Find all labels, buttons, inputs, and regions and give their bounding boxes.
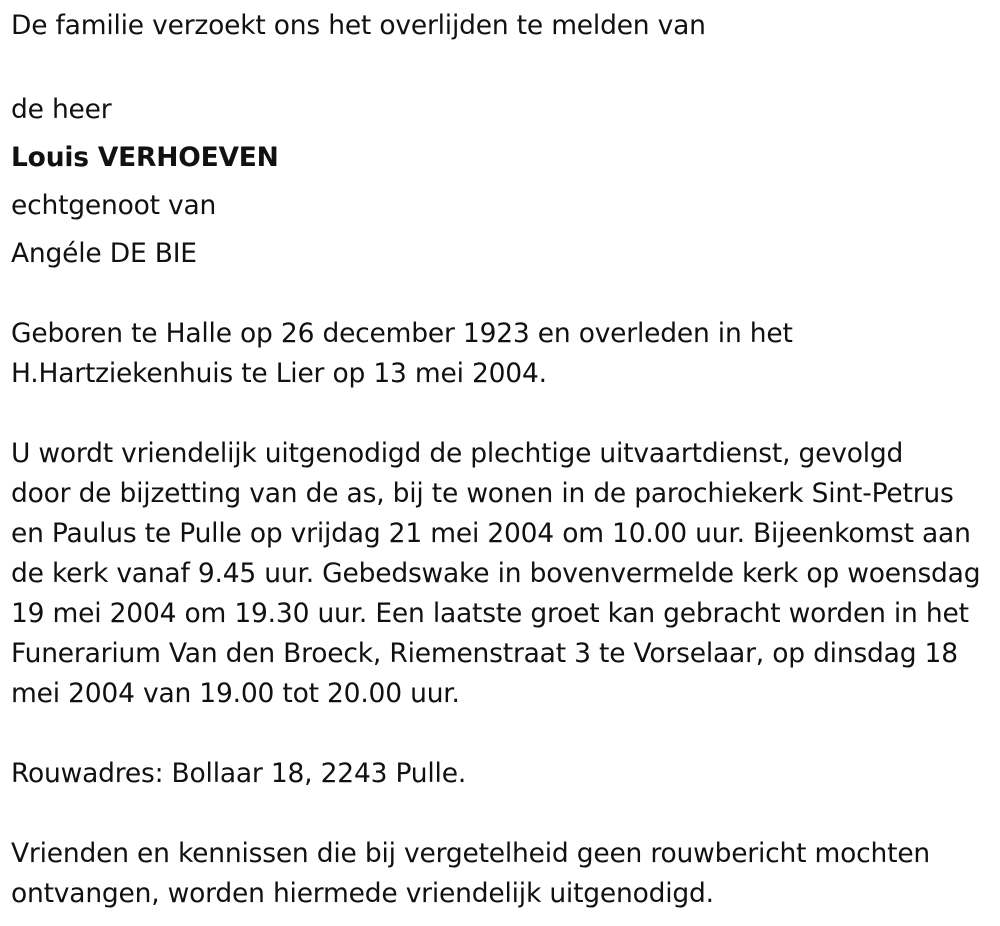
paragraph-line: en Paulus te Pulle op vrijdag 21 mei 2004 om 10.00 uur. Bijeenkomst aan [11,518,971,549]
service-paragraph [11,434,993,714]
spacer [11,794,993,834]
paragraph-line: de kerk vanaf 9.45 uur. Gebedswake in bovenvermelde kerk op woensdag [11,558,981,589]
paragraph-line: H.Hartziekenhuis te Lier op 13 mei 2004. [11,358,547,389]
mourning-address: Rouwadres: Bollaar 18, 2243 Pulle. [11,758,467,789]
paragraph-line: U wordt vriendelijk uitgenodigd de plechtige uitvaartdienst, gevolgd [11,438,904,469]
paragraph-line: ontvangen, worden hiermede vriendelijk uitgenodigd. [11,878,714,909]
intro-text: De familie verzoekt ons het overlijden te melden van [11,10,706,41]
spouse-name: Angéle DE BIE [11,238,197,269]
paragraph-line: 19 mei 2004 om 19.30 uur. Een laatste groet kan gebracht worden in het [11,598,969,629]
death-notice [11,6,993,914]
paragraph-line: Vrienden en kennissen die bij vergetelheid geen rouwbericht mochten [11,838,931,869]
spacer [11,394,993,434]
birth-death-paragraph [11,314,993,394]
paragraph-line: Geboren te Halle op 26 december 1923 en overleden in het [11,318,793,349]
spouse-relation: echtgenoot van [11,190,217,221]
spacer [11,278,993,314]
paragraph-line: Funerarium Van den Broeck, Riemenstraat 3 te Vorselaar, op dinsdag 18 [11,638,958,669]
paragraph-line: mei 2004 van 19.00 tot 20.00 uur. [11,678,460,709]
closing-paragraph [11,834,993,914]
deceased-name: Louis VERHOEVEN [11,142,279,173]
title-prefix: de heer [11,94,112,125]
spacer [11,714,993,754]
paragraph-line: door de bijzetting van de as, bij te wonen in de parochiekerk Sint-Petrus [11,478,954,509]
spacer [11,46,993,86]
